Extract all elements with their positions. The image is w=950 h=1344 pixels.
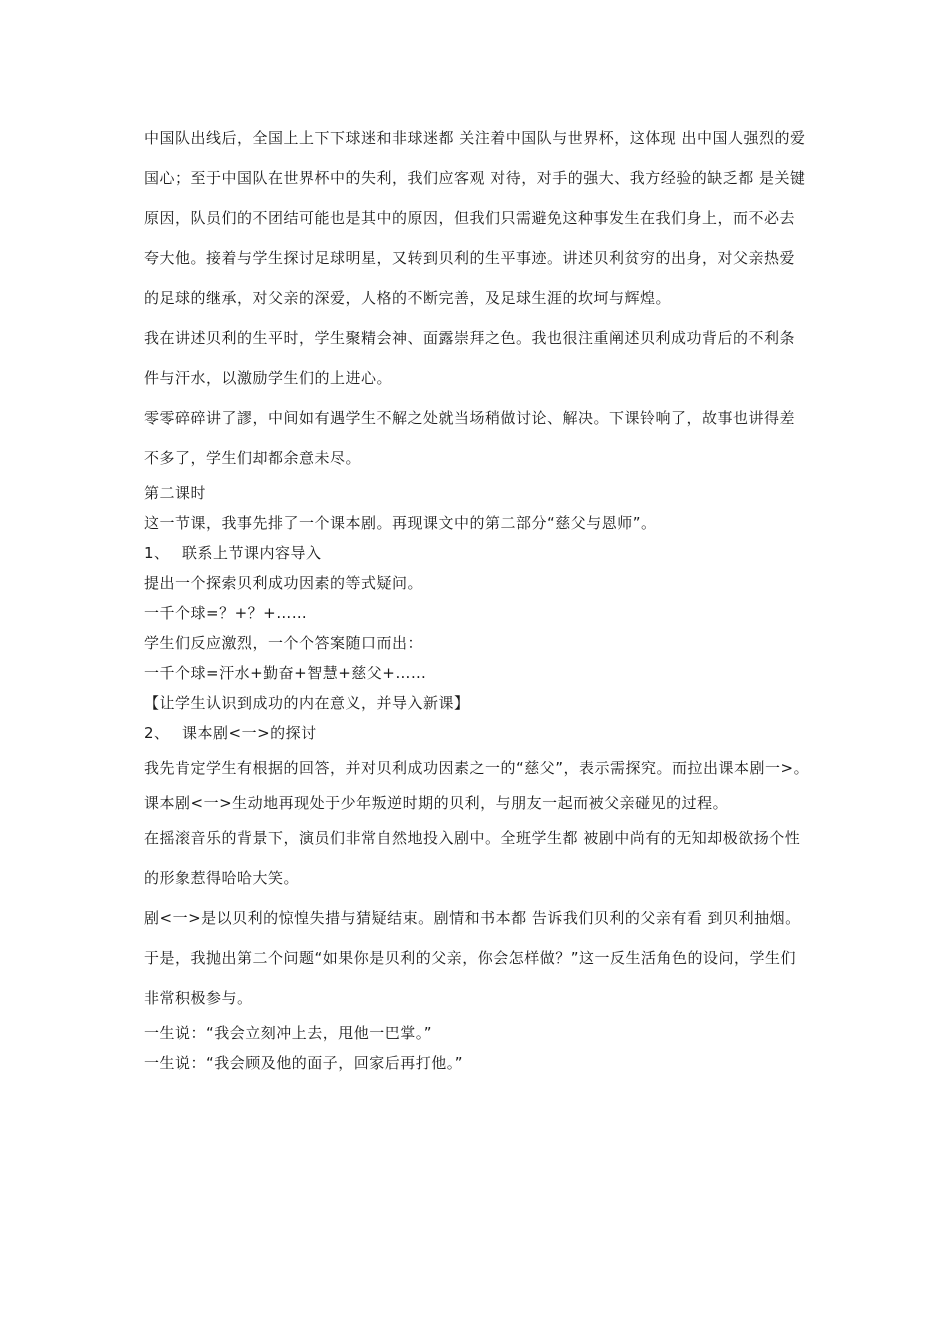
bracket-note: 【让学生认识到成功的内在意义，并导入新课】: [144, 694, 470, 712]
paragraph-textbook-play: 这一节课，我事先排了一个课本剧。再现课文中的第二部分“慈父与恩师”。: [144, 514, 657, 532]
quote-student-1: 一生说：“我会立刻冲上去，甩他一巴掌。”: [144, 1024, 433, 1042]
paragraph-class-end: 零零碎碎讲了謬，中间如有遇学生不解之处就当场稍做讨论、解决。下课铃响了，故事也讲得差不多了，学生们却都余意未尽。: [144, 409, 796, 467]
list-item-number: 2、: [144, 724, 170, 742]
paragraph-pele-life: 我在讲述贝利的生平时，学生聚精会神、面露崇拜之色。我也很注重阐述贝利成功背后的不利条件与汗水，以激励学生们的上进心。: [144, 329, 796, 387]
paragraph-play-one-intro: 课本剧<一>生动地再现处于少年叛逆时期的贝利，与朋友一起而被父亲碰见的过程。: [144, 794, 729, 812]
equation-answer: 一千个球=汗水+勤奋+智慧+慈父+……: [144, 664, 427, 682]
paragraph-equation-question: 提出一个探索贝利成功因素的等式疑问。: [144, 574, 424, 592]
equation-blank: 一千个球=？+？+……: [144, 604, 308, 622]
section-heading-second-lesson: 第二课时: [144, 484, 207, 502]
list-item-text: 联系上节课内容导入: [182, 544, 322, 562]
quote-student-2: 一生说：“我会顾及他的面子，回家后再打他。”: [144, 1054, 464, 1072]
paragraph-affirm-answers: 我先肯定学生有根据的回答，并对贝利成功因素之一的“慈父”，表示需探究。而拉出课本剧一>。: [144, 759, 810, 777]
paragraph-student-response: 学生们反应激烈，一个个答案随口而出：: [144, 634, 424, 652]
paragraph-rock-music: 在摇滚音乐的背景下，演员们非常自然地投入剧中。全班学生都 被剧中尚有的无知却极欲扬个性的形象惹得哈哈大笑。: [144, 829, 801, 887]
paragraph-play-one-end: 剧<一>是以贝利的惊惶失措与猜疑结束。剧情和书本都 告诉我们贝利的父亲有看 到贝利抽烟。于是，我抛出第二个问题“如果你是贝利的父亲，你会怎样做？”这一反生活角色的设问，学生们非常积极参与。: [144, 909, 801, 1007]
list-item-1: [144, 538, 810, 568]
document-body: [144, 118, 810, 1078]
paragraph-china-team: 中国队出线后，全国上上下下球迷和非球迷都 关注着中国队与世界杯，这体现 出中国人强烈的爱国心；至于中国队在世界杯中的失利，我们应客观 对待，对手的强大、我方经验的缺乏都 是关键原因，队员们的不团结可能也是其中的原因，但我们只需避免这种事发生在我们身上，而不必去夸大他。接着与学生探讨足球明星，又转到贝利的生平事迹。讲述贝利贫穷的出身，对父亲热爱的足球的继承，对父亲的深爱，人格的不断完善，及足球生涯的坎坷与辉煌。: [144, 129, 806, 307]
list-item-2: [144, 718, 810, 748]
list-item-text: 课本剧<一>的探讨: [182, 724, 317, 742]
list-item-number: 1、: [144, 544, 170, 562]
